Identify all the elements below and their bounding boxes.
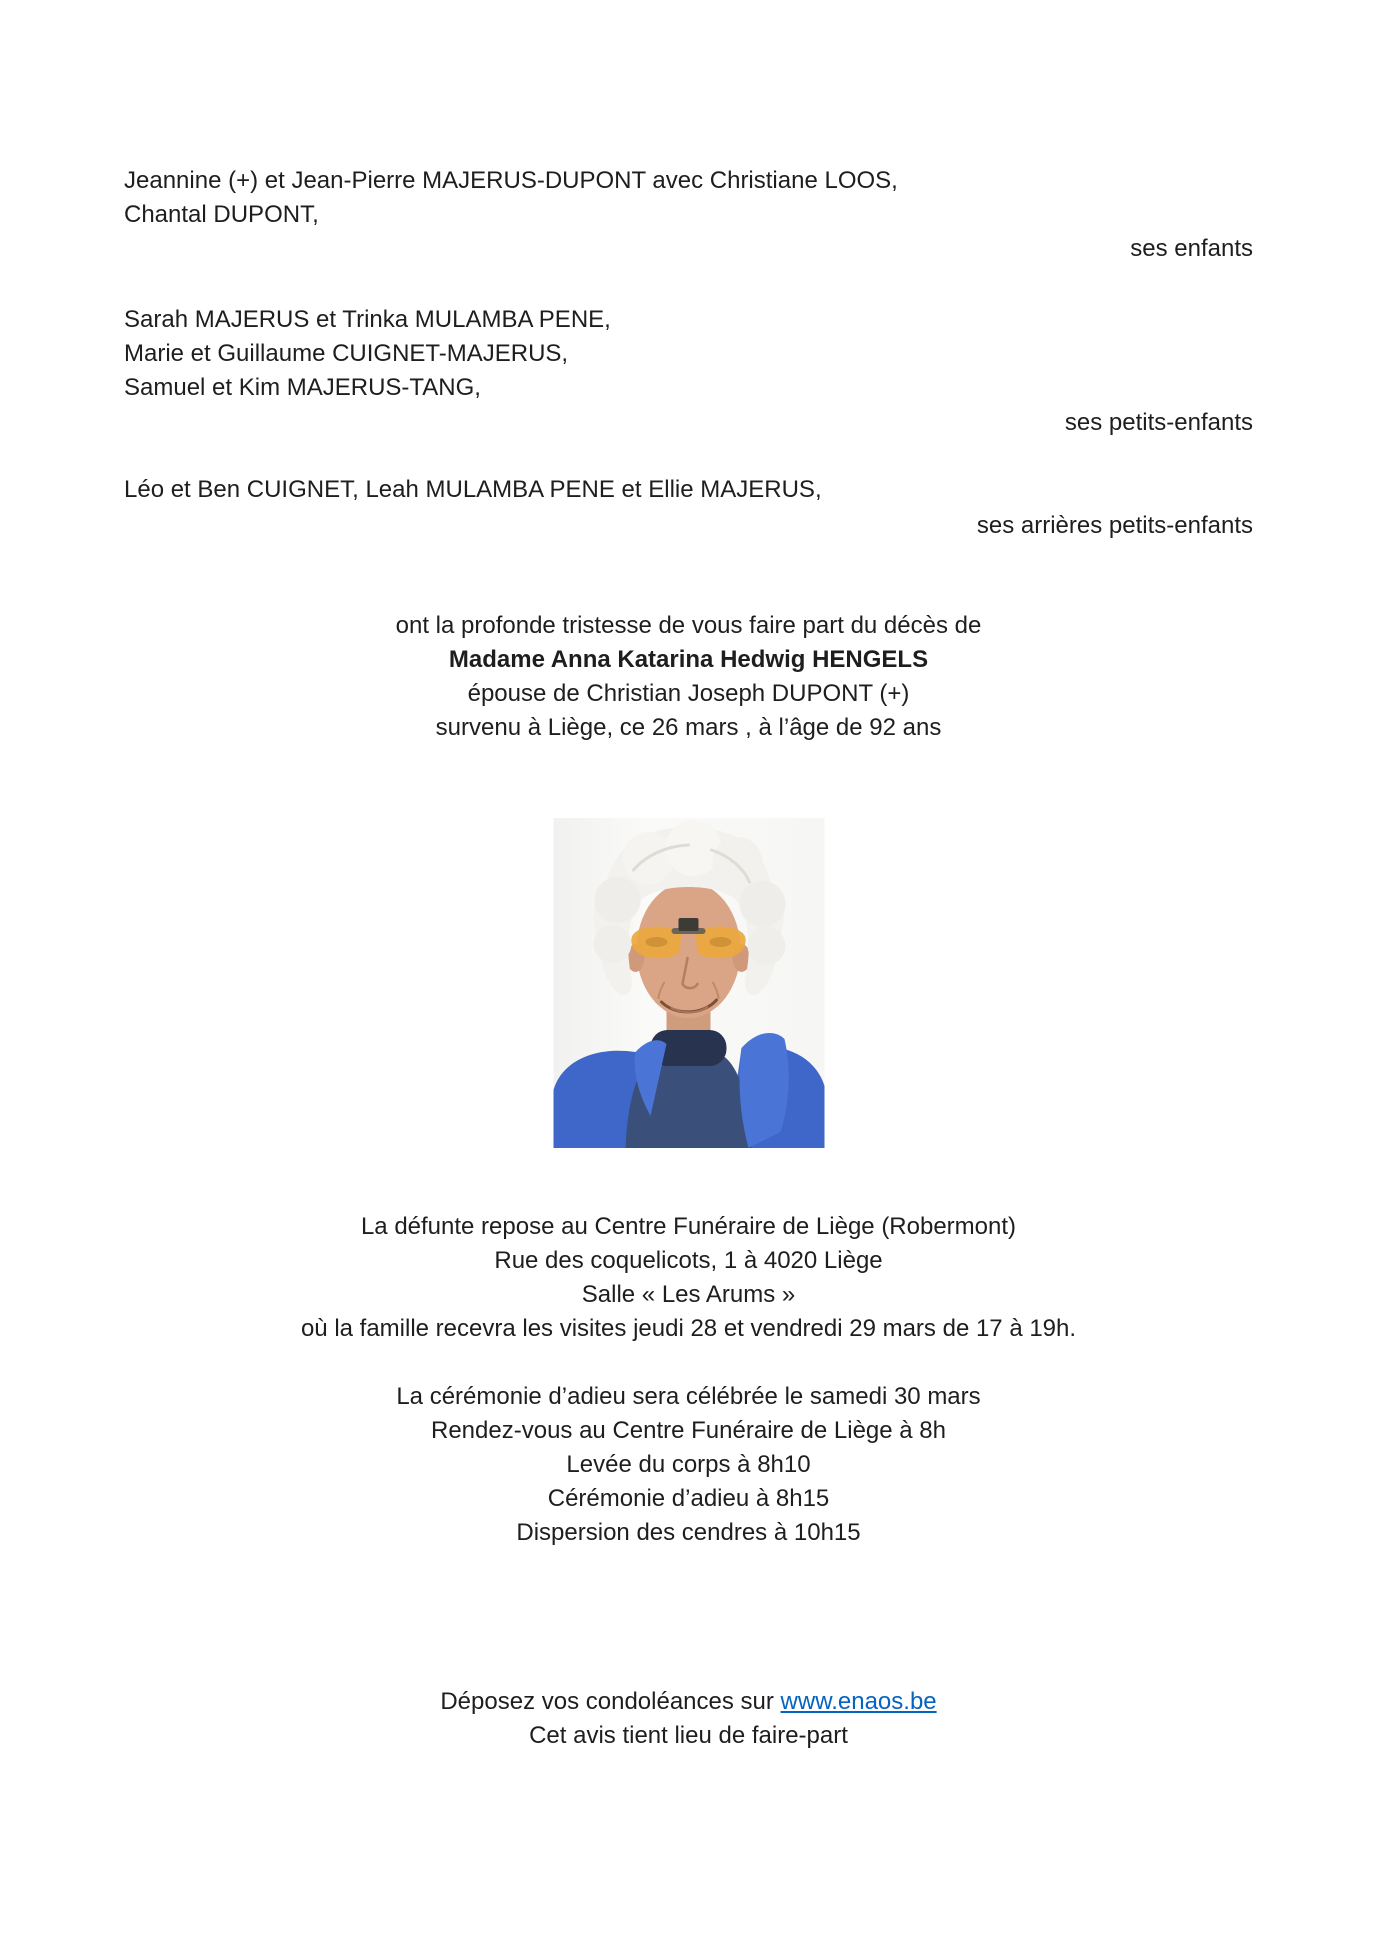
closing-line: Cet avis tient lieu de faire-part bbox=[529, 1722, 848, 1749]
condolences-text: Déposez vos condoléances sur bbox=[440, 1688, 781, 1715]
relation-label-great-grandchildren: ses arrières petits-enfants bbox=[976, 512, 1253, 539]
grandchildren-name-line: Samuel et Kim MAJERUS-TANG, bbox=[124, 374, 481, 401]
deceased-name: Madame Anna Katarina Hedwig HENGELS bbox=[448, 646, 929, 673]
ceremony-line: Rendez-vous au Centre Funéraire de Liège à 8h bbox=[431, 1417, 946, 1444]
great-grandchildren-names bbox=[0, 473, 1377, 507]
grandchildren-name-line: Marie et Guillaume CUIGNET-MAJERUS, bbox=[124, 340, 569, 367]
visitation-line: Salle « Les Arums » bbox=[581, 1281, 796, 1308]
death-details-line: survenu à Liège, ce 26 mars , à l’âge de 92 ans bbox=[435, 714, 942, 741]
condolences-line bbox=[0, 1685, 1377, 1719]
footer bbox=[0, 1685, 1377, 1753]
children-names bbox=[0, 164, 1377, 232]
deceased-portrait-photo bbox=[553, 818, 824, 1148]
ceremony-line: Cérémonie d’adieu à 8h15 bbox=[547, 1485, 830, 1512]
ceremony-line: Dispersion des cendres à 10h15 bbox=[516, 1519, 861, 1546]
spouse-line: épouse de Christian Joseph DUPONT (+) bbox=[467, 680, 910, 707]
notice-intro: ont la profonde tristesse de vous faire part du décès de bbox=[395, 612, 982, 639]
ceremony-line: Levée du corps à 8h10 bbox=[566, 1451, 811, 1478]
grandchildren-names bbox=[0, 303, 1377, 405]
children-name-line: Jeannine (+) et Jean-Pierre MAJERUS-DUPONT avec Christiane LOOS, bbox=[124, 167, 898, 194]
visitation-details bbox=[0, 1210, 1377, 1346]
ceremony-details bbox=[0, 1380, 1377, 1550]
relation-label-grandchildren: ses petits-enfants bbox=[1064, 409, 1253, 436]
death-notice bbox=[0, 609, 1377, 745]
grandchildren-name-line: Sarah MAJERUS et Trinka MULAMBA PENE, bbox=[124, 306, 611, 333]
visitation-line: Rue des coquelicots, 1 à 4020 Liège bbox=[494, 1247, 883, 1274]
visitation-line: La défunte repose au Centre Funéraire de Liège (Robermont) bbox=[360, 1213, 1017, 1240]
relation-label-children: ses enfants bbox=[1130, 235, 1253, 262]
children-name-line: Chantal DUPONT, bbox=[124, 201, 319, 228]
condolences-website-link[interactable]: www.enaos.be bbox=[780, 1688, 937, 1715]
ceremony-line: La cérémonie d’adieu sera célébrée le samedi 30 mars bbox=[396, 1383, 981, 1410]
visitation-line: où la famille recevra les visites jeudi 28 et vendredi 29 mars de 17 à 19h. bbox=[300, 1315, 1077, 1342]
great-grandchildren-name-line: Léo et Ben CUIGNET, Leah MULAMBA PENE et Ellie MAJERUS, bbox=[124, 476, 822, 503]
